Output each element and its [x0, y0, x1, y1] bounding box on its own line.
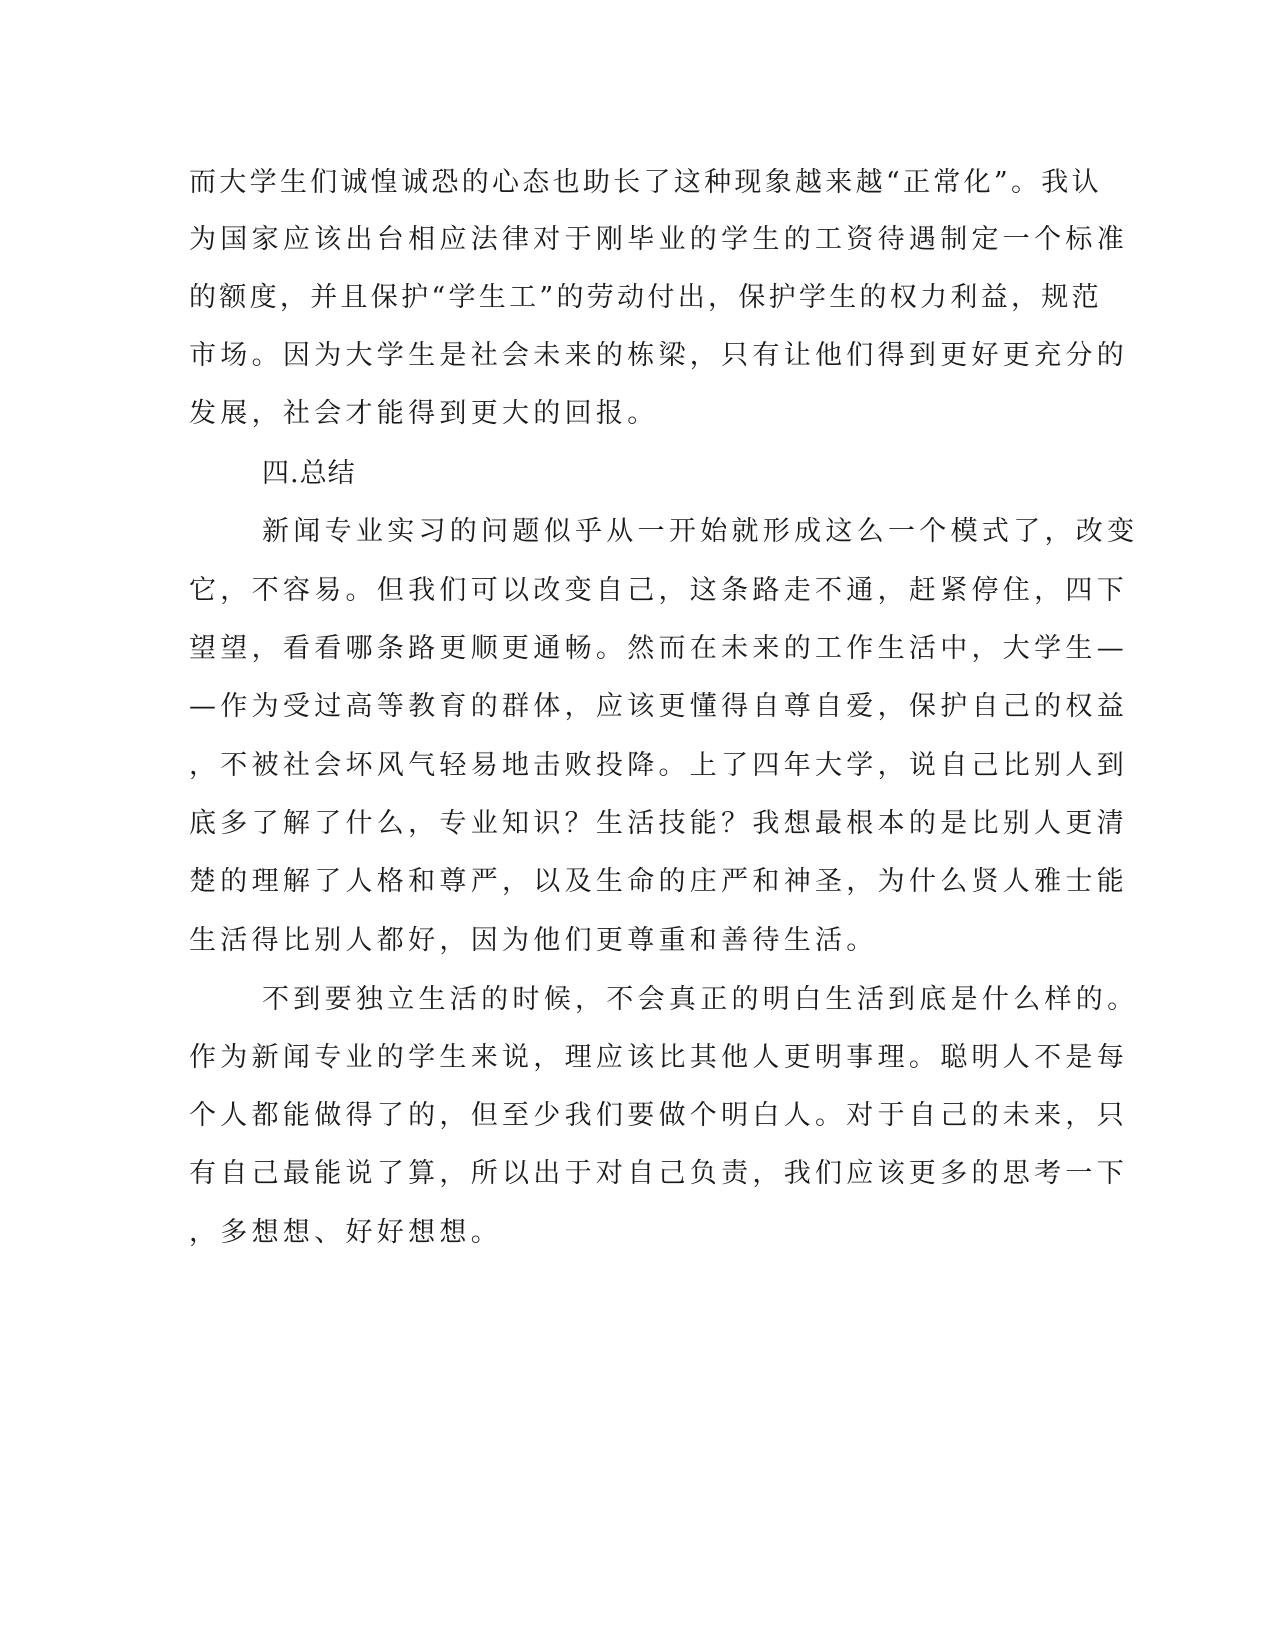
paragraph-line: ，不被社会坏风气轻易地击败投降。上了四年大学，说自己比别人到 [189, 750, 1128, 781]
paragraph-line: 作为新闻专业的学生来说，理应该比其他人更明事理。聪明人不是每 [189, 1042, 1128, 1073]
paragraph-line: 发展，社会才能得到更大的回报。 [189, 398, 659, 429]
paragraph-line: 的额度，并且保护“学生工”的劳动付出，保护学生的权力利益，规范 [189, 282, 1102, 313]
paragraph-line: 楚的理解了人格和尊严，以及生命的庄严和神圣，为什么贤人雅士能 [189, 866, 1128, 897]
paragraph-line: 生活得比别人都好，因为他们更尊重和善待生活。 [189, 925, 878, 956]
section-heading: 四.总结 [262, 458, 356, 489]
paragraph-line: 新闻专业实习的问题似乎从一开始就形成这么一个模式了，改变 [262, 516, 1139, 547]
paragraph-line: 为国家应该出台相应法律对于刚毕业的学生的工资待遇制定一个标准 [189, 224, 1128, 255]
paragraph-line: ，多想想、好好想想。 [189, 1217, 502, 1248]
paragraph-line: 它，不容易。但我们可以改变自己，这条路走不通，赶紧停住，四下 [189, 575, 1128, 606]
paragraph-line: 有自己最能说了算，所以出于对自己负责，我们应该更多的思考一下 [189, 1158, 1128, 1189]
paragraph-line: 底多了解了什么，专业知识？生活技能？我想最根本的是比别人更清 [189, 808, 1128, 839]
paragraph-line: 而大学生们诚惶诚恐的心态也助长了这种现象越来越“正常化”。我认 [189, 167, 1102, 198]
paragraph-line: 市场。因为大学生是社会未来的栋梁，只有让他们得到更好更充分的 [189, 340, 1128, 371]
paragraph-line: —作为受过高等教育的群体，应该更懂得自尊自爱，保护自己的权益 [189, 691, 1128, 722]
paragraph-line: 个人都能做得了的，但至少我们要做个明白人。对于自己的未来，只 [189, 1100, 1128, 1131]
paragraph-line: 望望，看看哪条路更顺更通畅。然而在未来的工作生活中，大学生— [189, 633, 1128, 664]
paragraph-line: 不到要独立生活的时候，不会真正的明白生活到底是什么样的。 [262, 984, 1139, 1015]
